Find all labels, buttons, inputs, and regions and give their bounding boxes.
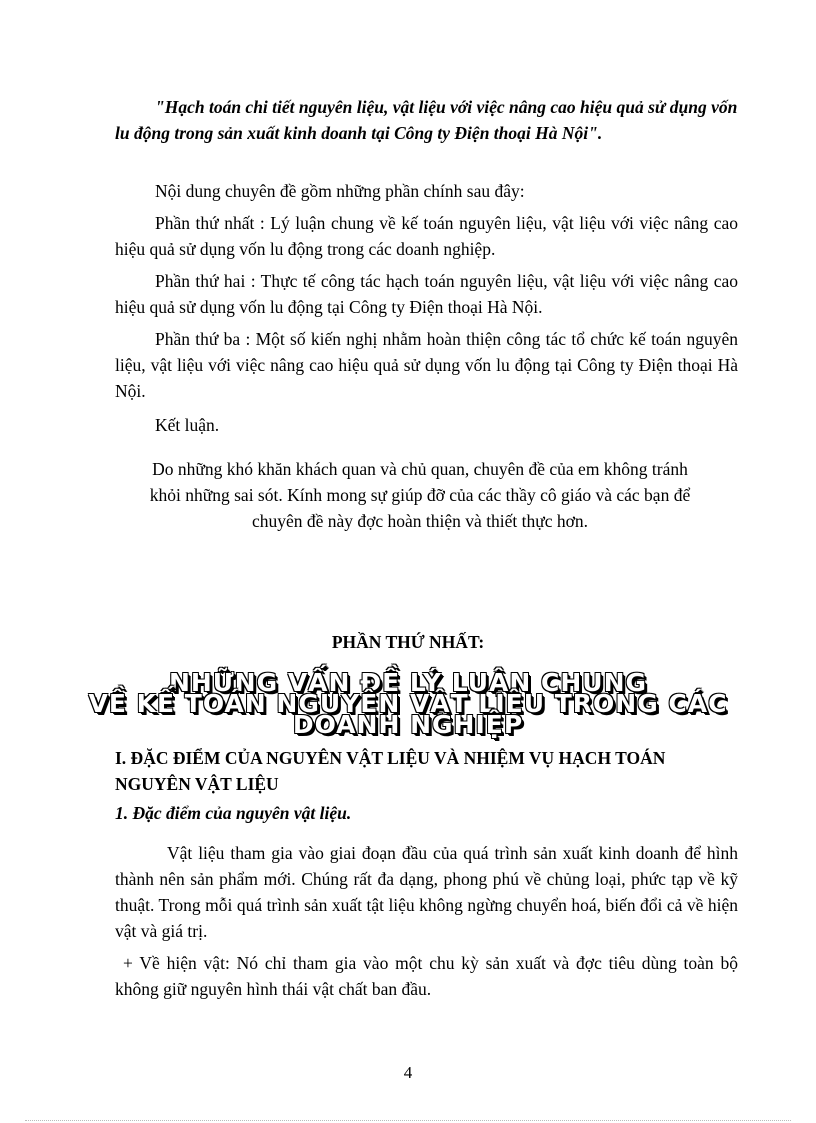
apology-line-1: Do những khó khăn khách quan và chủ quan, chuyên đề của em không tránh <box>152 459 688 479</box>
apology-line-2: khỏi những sai sót. Kính mong sự giúp đỡ của các thầy cô giáo và các bạn để <box>149 485 691 505</box>
wordart-line-1: NHỮNG VẤN ĐỀ LÝ LUẬN CHUNG <box>168 668 648 697</box>
body-paragraph-2: + Về hiện vật: Nó chỉ tham gia vào một chu kỳ sản xuất và đợc tiêu dùng toàn bộ không giữ nguyên hình thái vật chất ban đầu. <box>115 953 738 999</box>
part-heading: PHẦN THỨ NHẤT: <box>331 632 485 652</box>
apology-line-3: chuyên đề này đợc hoàn thiện và thiết thực hơn. <box>251 511 589 531</box>
wordart-title <box>0 668 816 739</box>
page-number: 4 <box>403 1063 413 1082</box>
subsection-heading: 1. Đặc điểm của nguyên vật liệu. <box>115 803 352 823</box>
conclusion-label: Kết luận. <box>155 415 220 435</box>
section-heading: I. ĐẶC ĐIỂM CỦA NGUYÊN VẬT LIỆU VÀ NHIỆM VỤ HẠCH TOÁN NGUYÊN VẬT LIỆU <box>115 748 666 794</box>
part-two-summary: Phần thứ hai : Thực tế công tác hạch toán nguyên liệu, vật liệu với việc nâng cao hiệu quả sử dụng vốn lu động tại Công ty Điện thoại Hà Nội. <box>115 271 738 317</box>
thesis-title-quote: "Hạch toán chi tiết nguyên liệu, vật liệu với việc nâng cao hiệu quả sử dụng vốn lu động trong sản xuất kinh doanh tại Công ty Điện thoại Hà Nội". <box>115 97 738 143</box>
body-paragraph-1: Vật liệu tham gia vào giai đoạn đầu của quá trình sản xuất kinh doanh để hình thành nên sản phẩm mới. Chúng rất đa dạng, phong phú về chủng loại, phức tạp về kỹ thuật. Trong mỗi quá trình sản xuất tật liệu không ngừng chuyển hoá, biến đổi cả về hiện vật và giá trị. <box>115 843 738 941</box>
wordart-line-2: VỀ KẾ TOÁN NGUYÊN VẬT LIỆU TRONG CÁC <box>88 689 728 718</box>
content-intro: Nội dung chuyên đề gồm những phần chính sau đây: <box>155 181 525 201</box>
wordart-line-3: DOANH NGHIỆP <box>292 710 524 739</box>
part-three-summary: Phần thứ ba : Một số kiến nghị nhằm hoàn thiện công tác tổ chức kế toán nguyên liệu, vật liệu với việc nâng cao hiệu quả sử dụng vốn lu động tại Công ty Điện thoại Hà Nội. <box>115 329 738 401</box>
footer-divider <box>25 1120 791 1121</box>
part-one-summary: Phần thứ nhất : Lý luận chung về kế toán nguyên liệu, vật liệu với việc nâng cao hiệu quả sử dụng vốn lu động trong các doanh nghiệp. <box>115 213 738 259</box>
